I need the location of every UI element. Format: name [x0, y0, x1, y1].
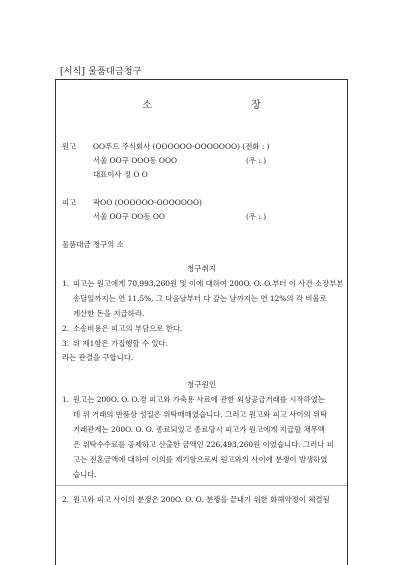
- item-number: 2.: [62, 495, 70, 504]
- item-line: 습니다.: [73, 470, 97, 479]
- section-divider: [56, 485, 347, 486]
- item-line: 위 제1항은 가집행할 수 있다.: [73, 339, 168, 348]
- document-title: 소 장: [142, 100, 309, 111]
- item-number: 1.: [62, 395, 70, 404]
- claim-purpose-closing: 라는 판결을 구합니다.: [62, 353, 134, 362]
- claim-purpose-item-3: [62, 336, 344, 351]
- claim-purpose-heading: 청구취지: [186, 264, 217, 273]
- claim-purpose-item-1: [62, 276, 344, 322]
- item-line: 은 위탁수수료를 공제하고 산출한 금액인 226,493,260원 이었습니다. 그러나 피: [73, 440, 334, 449]
- item-number: 1.: [62, 279, 70, 288]
- claim-purpose-item-2: [62, 321, 344, 336]
- item-line: 송달일까지는 연 11.5%, 그 다음날부터 다 갚는 날까지는 연 12%의 각 비율로: [73, 294, 327, 303]
- item-line: 계산한 돈을 지급하라.: [73, 309, 145, 318]
- document-type-tag: [서식] 물품대금청구: [60, 67, 142, 77]
- item-line: 고는 전혼금액에 대하여 이의를 제기함으로써 원고와의 사이에 분쟁이 발생하였: [73, 455, 328, 464]
- plaintiff-name: OO푸드 주식회사 (OOOOOO-OOOOOOO) (전화 : ): [93, 142, 270, 151]
- item-line: 피고는 원고에게 70,993,260원 및 이에 대하여 200O. O. O.부터 이 사건 소장부본: [73, 279, 344, 288]
- item-line: 데 위 거래의 반품상 성질은 위탁매매였습니다. 그러고 원고와 피고 사이의 위탁: [73, 410, 328, 419]
- claim-cause-item-2: [62, 492, 344, 507]
- claim-cause-item-1: [62, 392, 344, 484]
- defendant-zip: (우 : ): [246, 212, 267, 221]
- item-number: 2.: [62, 324, 70, 333]
- plaintiff-representative: 대표이사 정 O O: [93, 170, 148, 179]
- plaintiff-label: 원고: [62, 142, 77, 151]
- item-line: 원고와 피고 사이의 분쟁은 200O. O. O. 분쟁을 끝내기 위한 화해약정이 체결됨: [73, 495, 330, 504]
- defendant-name: 곽OO (OOOOOO-OOOOOOO): [93, 198, 202, 207]
- item-number: 3.: [62, 339, 70, 348]
- defendant-address: 서울 OO구 OO동 OO: [93, 212, 165, 221]
- item-line: 소송비용은 피고의 부담으로 한다.: [73, 324, 183, 333]
- plaintiff-address: 서울 OO구 OOO동 OOO: [93, 156, 178, 165]
- item-line: 거래관계는 200O. O. O. 종료되었고 종료당시 피고가 원고에게 지급할 채무액: [73, 425, 325, 434]
- complaint-document: [55, 79, 348, 565]
- claim-cause-heading: 청구원인: [186, 380, 217, 389]
- case-name: 물품대금 청구의 소: [62, 240, 124, 249]
- plaintiff-zip: (우 : ): [246, 156, 267, 165]
- item-line: 원고는 200O. O. O.경 피고와 가축용 사료에 관한 외상공급거래를 시작하였는: [73, 395, 325, 404]
- defendant-label: 피고: [62, 198, 77, 207]
